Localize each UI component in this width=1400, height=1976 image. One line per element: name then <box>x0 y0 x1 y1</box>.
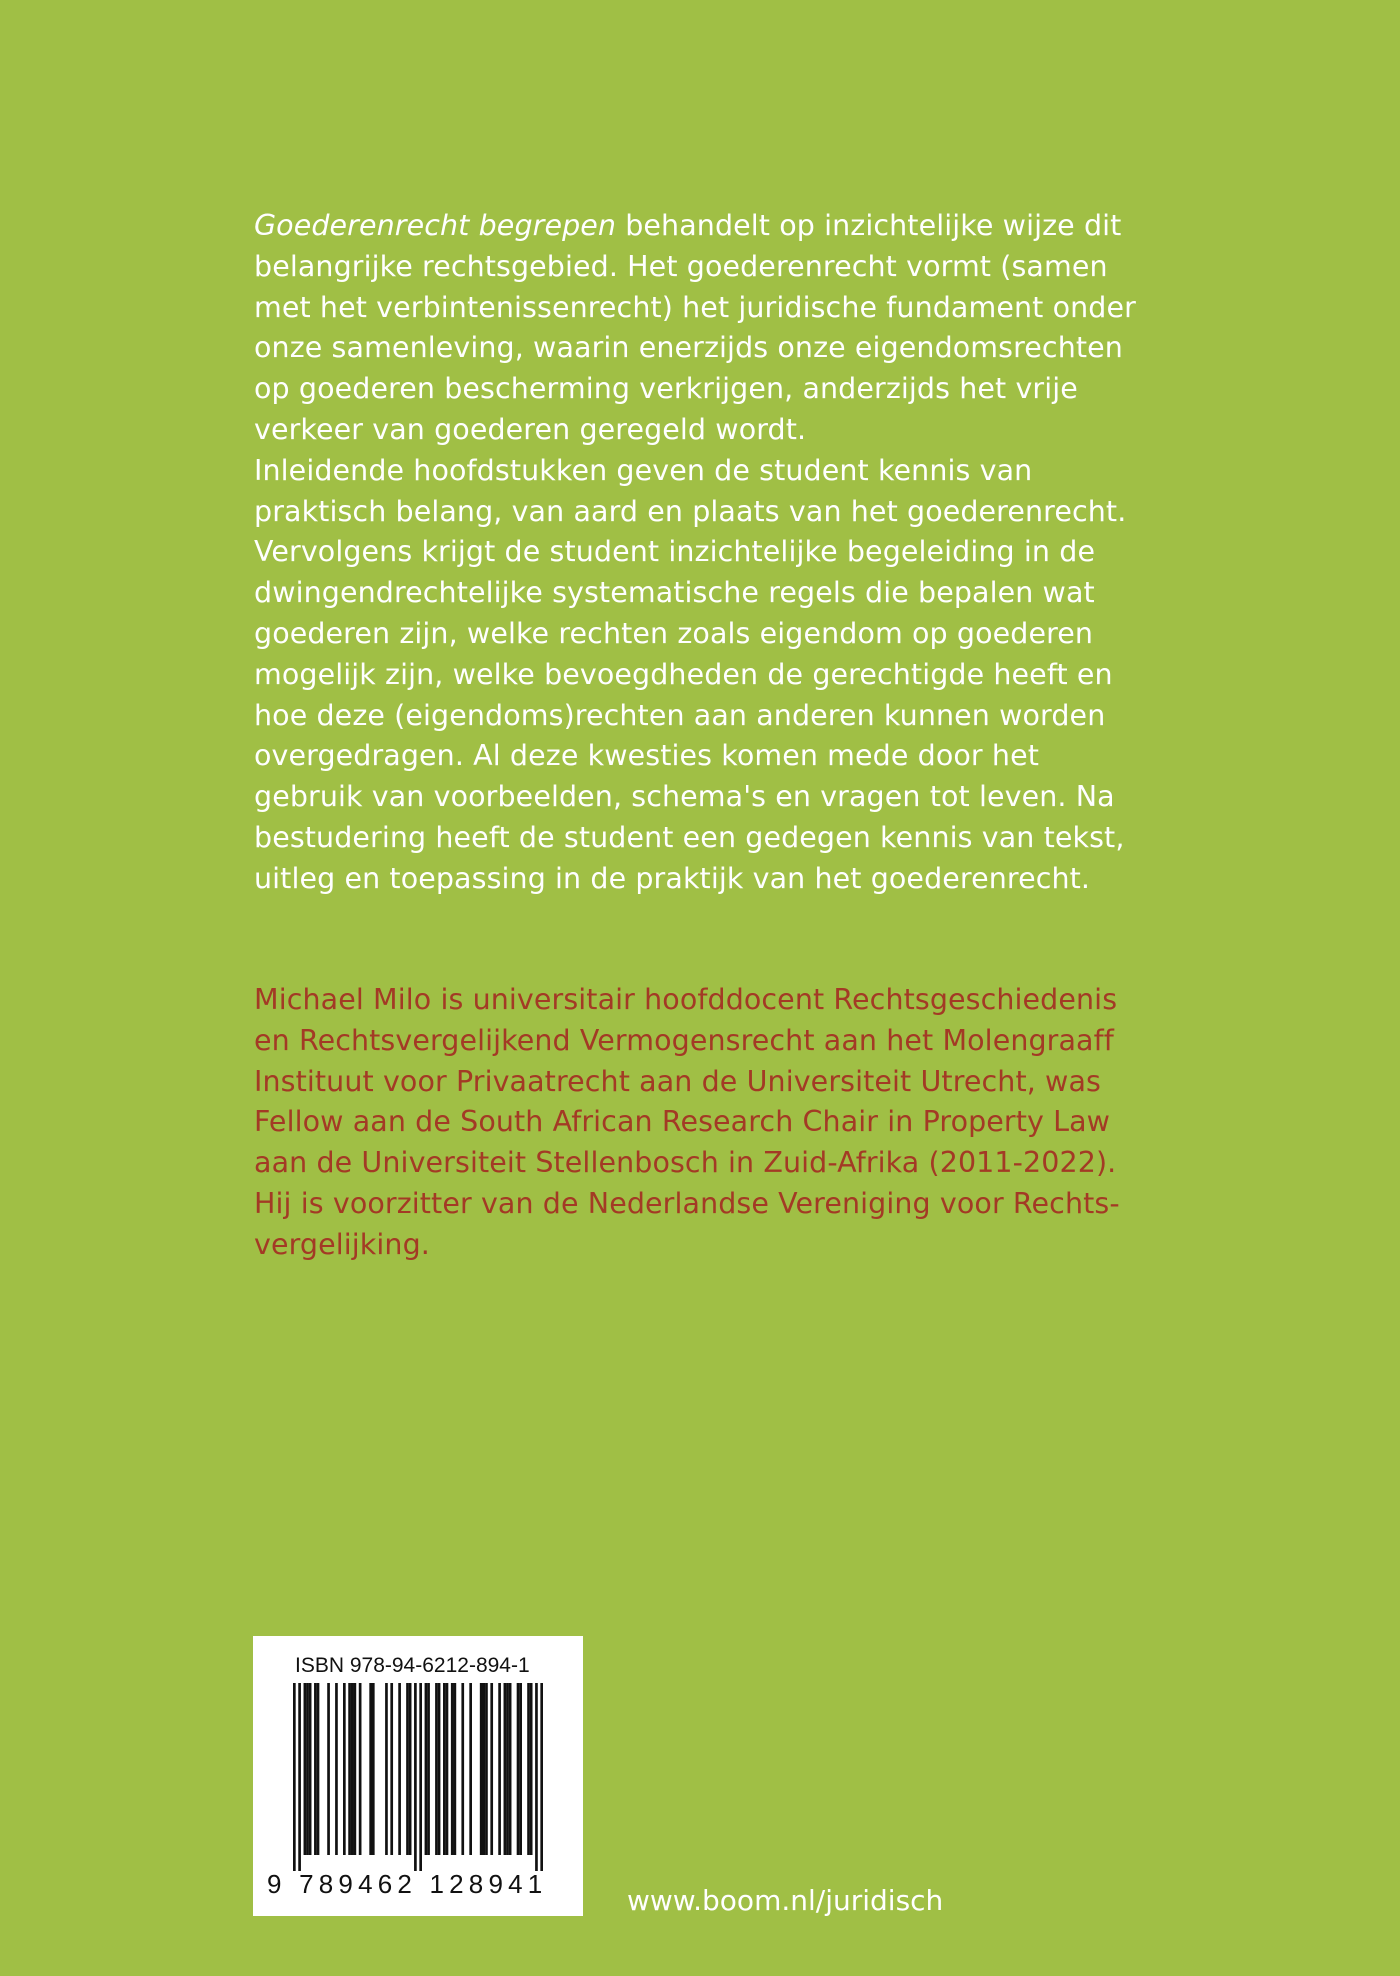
barcode-bar <box>343 1683 346 1855</box>
barcode-bar <box>390 1683 393 1855</box>
barcode-bar <box>293 1683 296 1871</box>
author-bio <box>254 980 1254 1266</box>
barcode-bar <box>480 1683 483 1855</box>
description-line: mogelijk zijn, welke bevoegdheden de gerechtigde heeft en <box>254 657 1113 691</box>
barcode-bar <box>435 1683 438 1855</box>
description-line: uitleg en toepassing in de praktijk van het goederenrecht. <box>254 861 1091 895</box>
barcode-bar <box>454 1683 457 1855</box>
barcode-bar <box>443 1683 446 1855</box>
barcode-bar <box>482 1683 485 1855</box>
description-line-1-rest: behandelt op inzichtelijke wijze dit <box>616 209 1122 242</box>
description-line: belangrijke rechtsgebied. Het goederenrecht vormt (samen <box>254 249 1108 283</box>
barcode-bar <box>354 1683 357 1855</box>
barcode-bar <box>335 1683 338 1855</box>
barcode-bar <box>451 1683 454 1855</box>
barcode-panel <box>253 1636 583 1916</box>
barcode-bar <box>372 1683 375 1855</box>
barcode-bar <box>414 1683 417 1871</box>
barcode-bar <box>406 1683 409 1855</box>
barcode-bar <box>351 1683 354 1855</box>
barcode-bar <box>535 1683 538 1871</box>
barcode-bar <box>304 1683 307 1855</box>
barcode-bar <box>348 1683 351 1855</box>
barcode-bar <box>490 1683 493 1855</box>
description-line: op goederen bescherming verkrijgen, anderzijds het vrije <box>254 372 1078 406</box>
barcode-bar <box>498 1683 501 1855</box>
book-description <box>254 206 1254 900</box>
barcode-bar <box>540 1683 543 1871</box>
barcode-bar <box>309 1683 312 1855</box>
barcode-bar <box>298 1683 301 1871</box>
barcode-bar <box>306 1683 309 1855</box>
barcode-bar <box>461 1683 464 1855</box>
description-line: praktisch belang, van aard en plaats van het goederenrecht. <box>254 494 1127 528</box>
barcode-bar <box>419 1683 422 1871</box>
barcode-bar <box>485 1683 488 1855</box>
barcode-bar <box>427 1683 430 1855</box>
author-bio-line: Michael Milo is universitair hoofddocent Rechtsgeschiedenis <box>254 983 1118 1016</box>
author-bio-line: vergelijking. <box>254 1227 430 1261</box>
barcode-bar <box>327 1683 330 1855</box>
barcode-bar <box>314 1683 317 1855</box>
barcode-bars <box>293 1683 543 1871</box>
description-line: onze samenleving, waarin enerzijds onze eigendomsrechten <box>254 331 1123 365</box>
description-line: bestudering heeft de student een gedegen kennis van tekst, <box>254 820 1125 854</box>
barcode-bar <box>425 1683 428 1855</box>
description-line: goederen zijn, welke rechten zoals eigendom op goederen <box>254 616 1094 650</box>
barcode-bar <box>438 1683 441 1855</box>
author-bio-line: Instituut voor Privaatrecht aan de Universiteit Utrecht, was <box>254 1064 1101 1098</box>
author-bio-line: Hij is voorzitter van de Nederlandse Vereniging voor Rechts- <box>254 1186 1120 1220</box>
barcode-bar <box>519 1683 522 1855</box>
barcode-bar <box>517 1683 520 1855</box>
description-line: dwingendrechtelijke systematische regels die bepalen wat <box>254 576 1095 610</box>
book-title-italic: Goederenrecht begrepen <box>254 209 617 242</box>
barcode-bar <box>446 1683 449 1855</box>
barcode-bar <box>398 1683 401 1855</box>
barcode-bar <box>385 1683 388 1855</box>
author-bio-line: Fellow aan de South African Research Chair in Property Law <box>254 1105 1111 1139</box>
barcode-bar <box>369 1683 372 1855</box>
author-bio-line: aan de Universiteit Stellenbosch in Zuid-Afrika (2011-2022). <box>254 1146 1117 1180</box>
description-line: met het verbintenissenrecht) het juridische fundament onder <box>254 290 1136 324</box>
description-line-1 <box>254 206 1254 247</box>
barcode-bar <box>504 1683 507 1855</box>
barcode-bar <box>317 1683 320 1855</box>
description-line: gebruik van voorbeelden, schema's en vragen tot leven. Na <box>254 780 1115 814</box>
barcode-bar <box>469 1683 472 1855</box>
barcode-bar <box>409 1683 412 1855</box>
barcode-bar <box>506 1683 509 1855</box>
description-line: Vervolgens krijgt de student inzichtelijke begeleiding in de <box>254 535 1096 569</box>
isbn-label: ISBN 978-94-6212-894-1 <box>295 1654 530 1677</box>
description-line: overgedragen. Al deze kwesties komen mede door het <box>254 739 1039 773</box>
barcode-bar <box>509 1683 512 1855</box>
barcode-bar <box>527 1683 530 1855</box>
barcode-bar <box>359 1683 362 1855</box>
description-line: hoe deze (eigendoms)rechten aan anderen kunnen worden <box>254 698 1106 732</box>
author-bio-line: en Rechtsvergelijkend Vermogensrecht aan het Molengraaff <box>254 1023 1114 1057</box>
description-line: Inleidende hoofdstukken geven de student kennis van <box>254 453 1033 487</box>
publisher-website[interactable]: www.boom.nl/juridisch <box>627 1884 944 1917</box>
barcode-bar <box>530 1683 533 1855</box>
barcode-digits: 9 789462 128941 <box>267 1869 548 1899</box>
description-line: verkeer van goederen geregeld wordt. <box>254 412 807 446</box>
